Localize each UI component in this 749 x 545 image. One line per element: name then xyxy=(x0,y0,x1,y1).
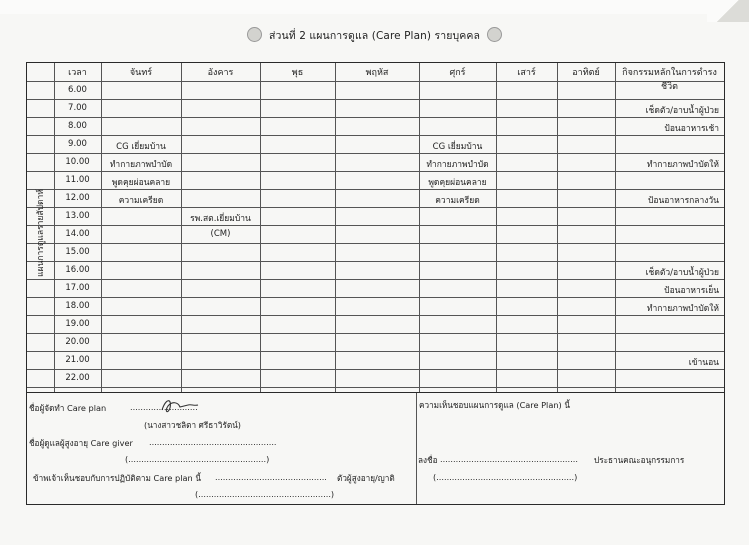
time-slot-label: 18.00 xyxy=(65,301,90,311)
column-divider xyxy=(101,63,102,392)
header-friday: ศุกร์ xyxy=(449,68,466,78)
friday-entry: ทำกายภาพบำบัด xyxy=(426,160,489,170)
caregiver-label: ชื่อผู้ดูแลผู้สูงอายุ Care giver xyxy=(29,438,133,448)
time-slot-label: 20.00 xyxy=(65,337,90,347)
header-activities: กิจกรรมหลักในการดำรงชีวิต xyxy=(622,68,717,92)
table-row xyxy=(27,262,724,280)
agreement-text: ข้าพเจ้าเห็นชอบกับการปฏิบัติตาม Care plan นี้ xyxy=(33,473,201,483)
time-slot-label: 13.00 xyxy=(65,211,90,221)
monday-entry: ความเครียด xyxy=(118,196,164,206)
time-slot-label: 16.00 xyxy=(65,265,90,275)
header-tuesday: อังคาร xyxy=(207,68,234,78)
table-row xyxy=(27,244,724,262)
time-slot-label: 21.00 xyxy=(65,355,90,365)
committee-name-line: (.....................................................) xyxy=(433,472,578,482)
time-slot-label: 11.00 xyxy=(65,175,90,185)
table-row xyxy=(27,298,724,316)
committee-signature-line: ..................................................... xyxy=(440,454,578,464)
agreement-name-line: (...................................................) xyxy=(195,489,335,499)
table-row xyxy=(27,100,724,118)
activity-entry: ป้อนอาหารเย็น xyxy=(664,286,719,296)
friday-entry: พูดคุยผ่อนคลาย xyxy=(428,178,487,188)
time-slot-label: 22.00 xyxy=(65,373,90,383)
friday-entry: CG เยี่ยมบ้าน xyxy=(432,142,483,152)
time-slot-label: 9.00 xyxy=(68,139,87,149)
time-slot-label: 8.00 xyxy=(68,121,87,131)
column-divider xyxy=(496,63,497,392)
time-slot-label: 6.00 xyxy=(68,85,87,95)
column-divider xyxy=(335,63,336,392)
tuesday-entry: (CM) xyxy=(210,229,231,239)
header-saturday: เสาร์ xyxy=(517,68,536,78)
committee-chair-role: ประธานคณะอนุกรรมการ xyxy=(594,455,685,465)
activity-entry: ทำกายภาพบำบัดให้ xyxy=(646,304,719,314)
time-slot-label: 10.00 xyxy=(65,157,90,167)
sign-label: ลงชื่อ xyxy=(418,455,438,465)
tuesday-entry: รพ.สต.เยี่ยมบ้าน xyxy=(190,214,251,224)
activity-entry: ป้อนอาหารกลางวัน xyxy=(648,196,719,206)
time-slot-label: 14.00 xyxy=(65,229,90,239)
table-row xyxy=(27,352,724,370)
header-time: เวลา xyxy=(68,68,87,78)
agreement-signature-line: ........................................... xyxy=(215,472,327,482)
time-slot-label: 19.00 xyxy=(65,319,90,329)
time-slot-label: 15.00 xyxy=(65,247,90,257)
agreement-role: ตัวผู้สูงอายุ/ญาติ xyxy=(337,473,395,483)
caregiver-signature-line: ................................................. xyxy=(149,437,277,447)
table-row xyxy=(27,226,724,244)
time-slot-label: 12.00 xyxy=(65,193,90,203)
header-wednesday: พุธ xyxy=(291,68,304,78)
column-divider xyxy=(419,63,420,392)
handwritten-signature xyxy=(158,396,200,416)
column-divider xyxy=(557,63,558,392)
table-row xyxy=(27,334,724,352)
document-title xyxy=(0,27,749,44)
binder-hole-left xyxy=(247,27,262,42)
activity-entry: เข้านอน xyxy=(688,358,719,368)
page-corner-fold xyxy=(707,0,749,22)
table-row xyxy=(27,208,724,226)
header-sunday: อาทิตย์ xyxy=(572,68,600,78)
friday-entry: ความเครียด xyxy=(435,196,480,206)
header-monday: จันทร์ xyxy=(129,68,153,78)
table-row xyxy=(27,370,724,388)
time-slot-label: 7.00 xyxy=(68,103,87,113)
plan-maker-label: ชื่อผู้จัดทำ Care plan xyxy=(29,403,107,413)
care-schedule-table xyxy=(26,62,725,393)
activity-entry: ป้อนอาหารเช้า xyxy=(664,124,719,134)
caregiver-name-line: (.....................................................) xyxy=(125,454,270,464)
column-divider xyxy=(260,63,261,392)
header-thursday: พฤหัส xyxy=(365,68,389,78)
activity-entry: เช็ดตัว/อาบน้ำผู้ป่วย xyxy=(645,106,719,116)
binder-hole-right xyxy=(487,27,502,42)
column-divider xyxy=(615,63,616,392)
footer-divider xyxy=(416,393,417,504)
signature-section xyxy=(26,393,725,505)
column-divider xyxy=(181,63,182,392)
monday-entry: ทำกายภาพบำบัด xyxy=(109,160,173,170)
page-top-edge xyxy=(0,0,749,14)
monday-entry: พูดคุยผ่อนคลาย xyxy=(111,178,171,188)
weekly-plan-side-label: แผนการดูแลรายสัปดาห์ xyxy=(36,189,46,277)
activity-entry: ทำกายภาพบำบัดให้ xyxy=(646,160,719,170)
table-row xyxy=(27,280,724,298)
monday-entry: CG เยี่ยมบ้าน xyxy=(116,142,166,152)
plan-maker-name: (นางสาวชลิตา ศรีธาวิรัตน์) xyxy=(144,420,241,430)
plan-maker-signature-line: .......................... xyxy=(130,402,198,412)
time-slot-label: 17.00 xyxy=(65,283,90,293)
plan-approval-text: ความเห็นชอบแผนการดูแล (Care Plan) นี้ xyxy=(419,400,570,410)
title-text: ส่วนที่ 2 แผนการดูแล (Care Plan) รายบุคคล xyxy=(268,30,481,42)
table-row xyxy=(27,118,724,136)
activity-entry: เช็ดตัว/อาบน้ำผู้ป่วย xyxy=(645,268,719,278)
table-row xyxy=(27,316,724,334)
